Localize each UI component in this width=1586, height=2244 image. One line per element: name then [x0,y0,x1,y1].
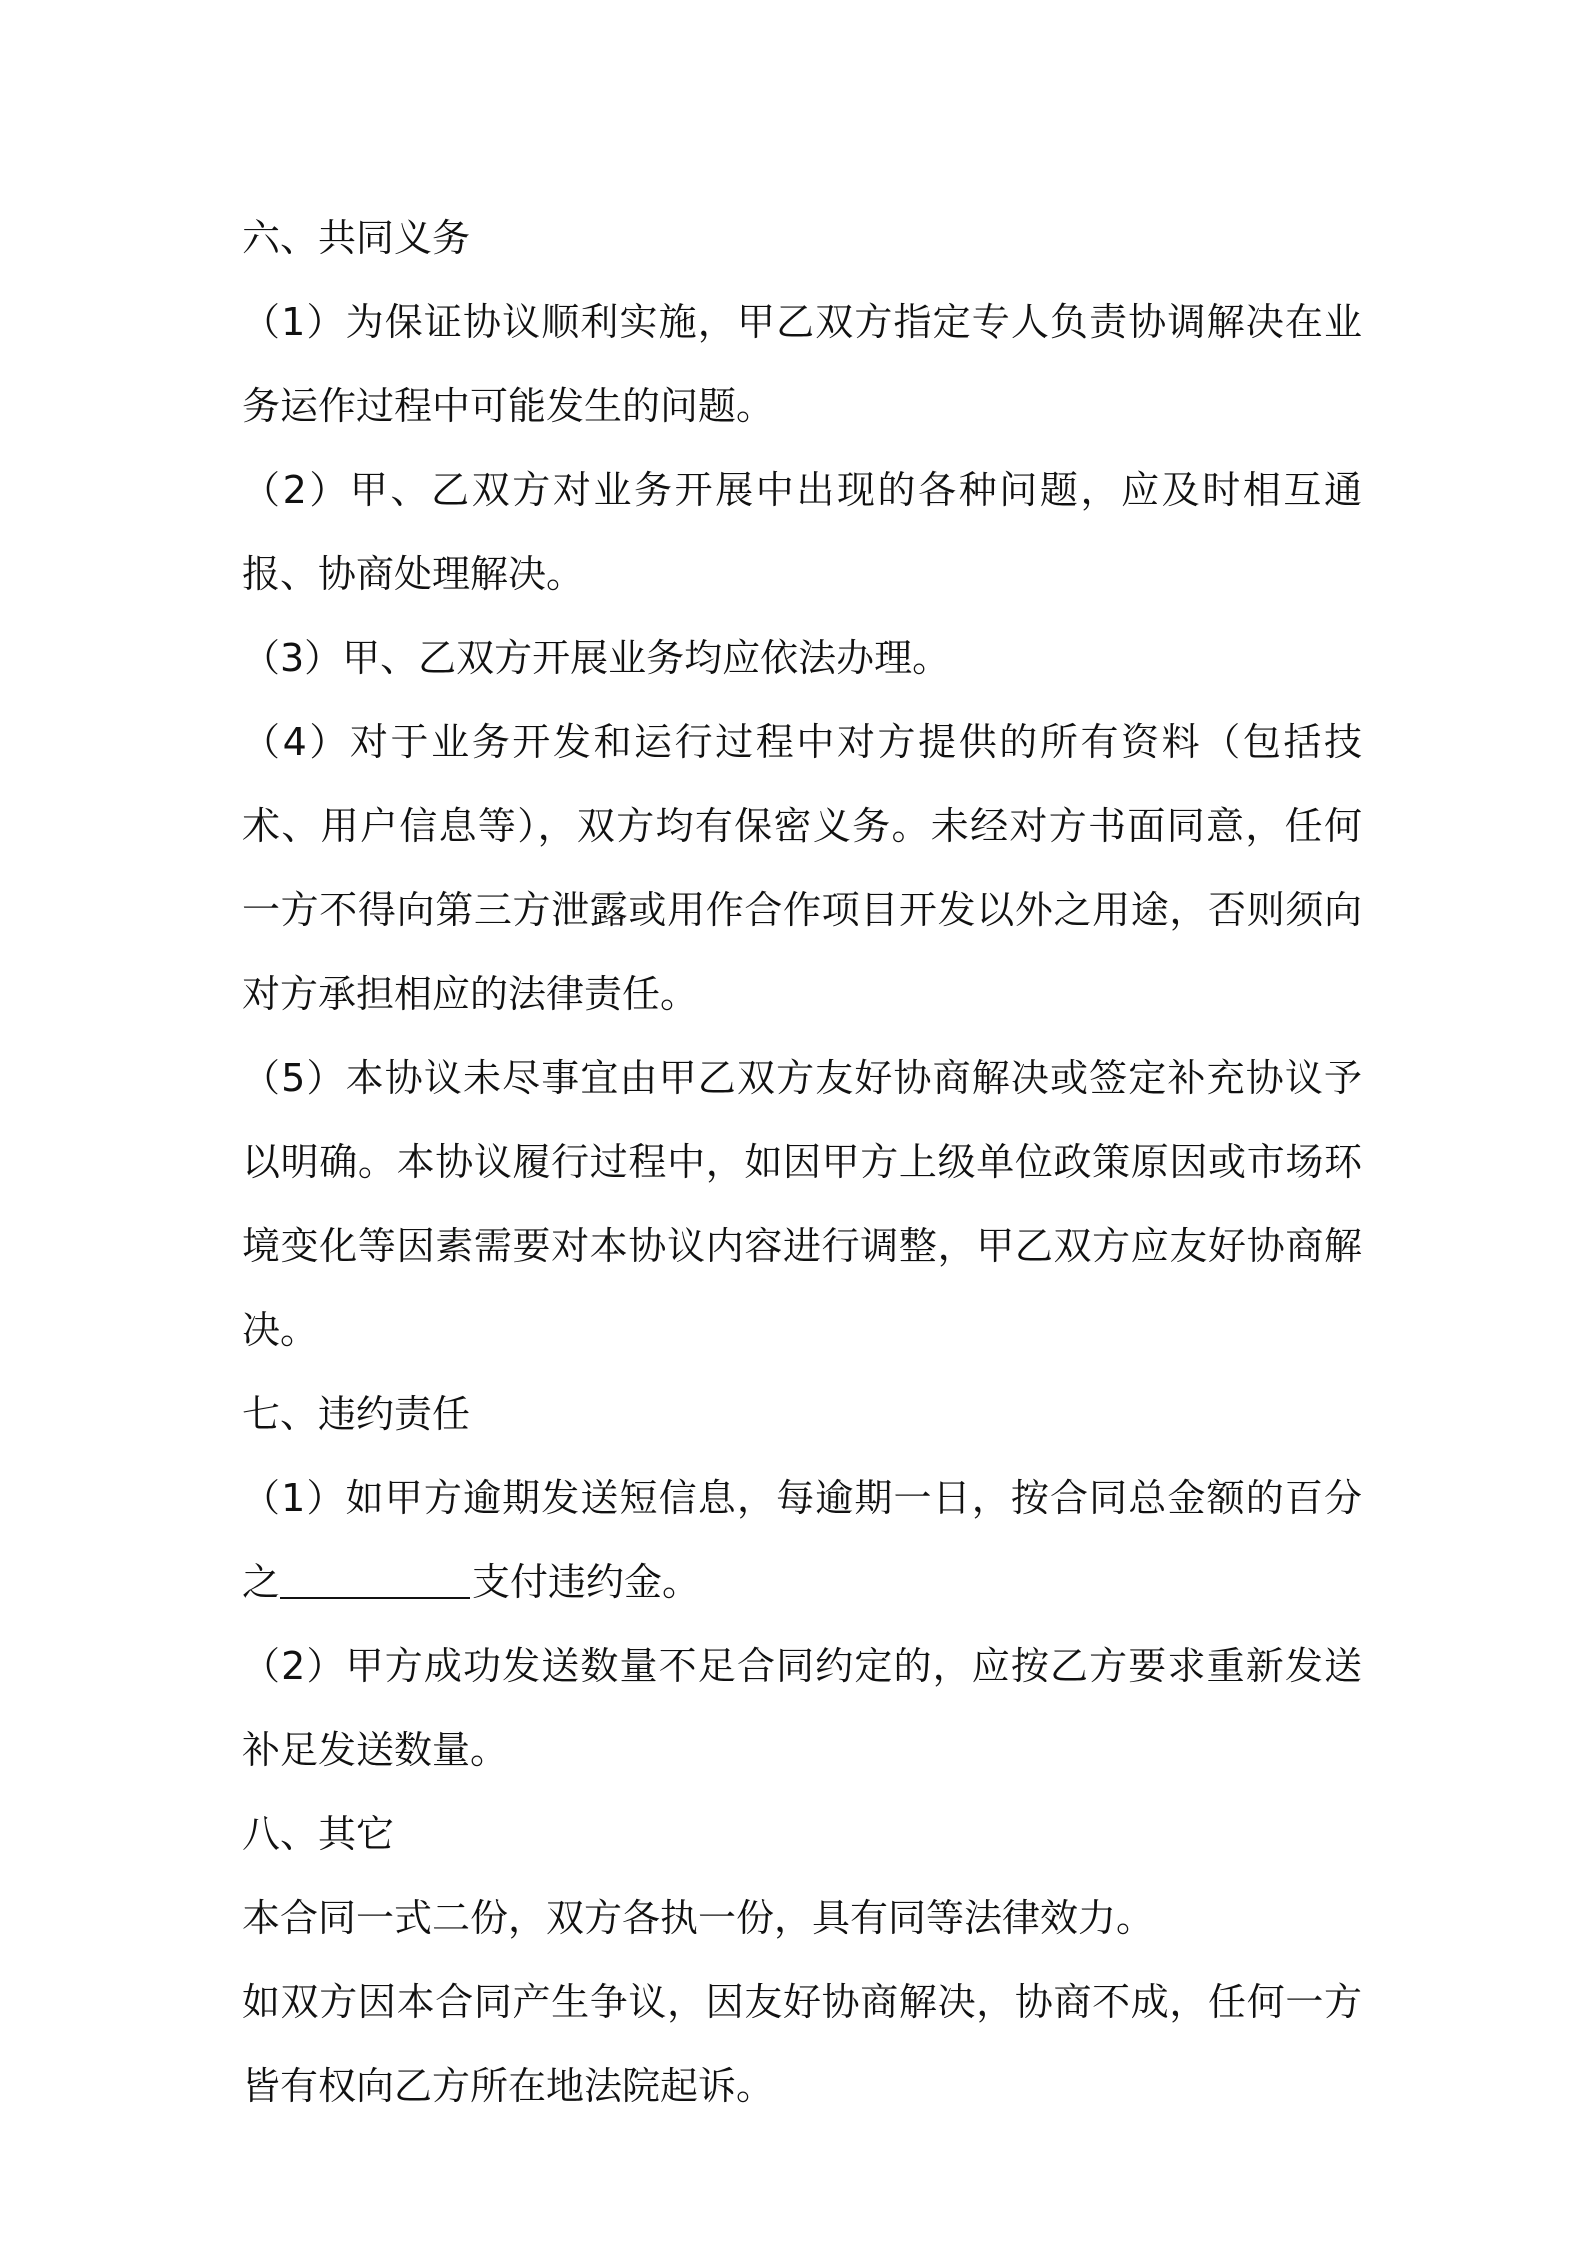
section-6-item-1: （1）为保证协议顺利实施，甲乙双方指定专人负责协调解决在业务运作过程中可能发生的问题。 [242,300,1362,428]
section-7-heading: 七、违约责任 [242,1392,471,1436]
section-7-item-2: （2）甲方成功发送数量不足合同约定的，应按乙方要求重新发送补足发送数量。 [242,1644,1362,1772]
document-body [242,196,1362,2128]
section-6-item-4: （4）对于业务开发和运行过程中对方提供的所有资料（包括技术、用户信息等），双方均有保密义务。未经对方书面同意，任何一方不得向第三方泄露或用作合作项目开发以外之用途，否则须向对方承担相应的法律责任。 [242,720,1362,1016]
section-6-item-5: （5）本协议未尽事宜由甲乙双方友好协商解决或签定补充协议予以明确。本协议履行过程中，如因甲方上级单位政策原因或市场环境变化等因素需要对本协议内容进行调整，甲乙双方应友好协商解决。 [242,1056,1362,1352]
section-6-heading: 六、共同义务 [242,216,471,260]
section-8-para-2: 如双方因本合同产生争议，因友好协商解决，协商不成，任何一方皆有权向乙方所在地法院起诉。 [242,1980,1362,2108]
section-7-item-1-text: （1）如甲方逾期发送短信息，每逾期一日，按合同总金额的百分之 [242,1476,1362,1604]
section-8-heading: 八、其它 [242,1812,395,1856]
section-7-item-1-tail: 支付违约金。 [472,1560,701,1604]
section-7-item-1 [242,1456,1362,1624]
section-6-item-2: （2）甲、乙双方对业务开展中出现的各种问题，应及时相互通报、协商处理解决。 [242,468,1362,596]
fill-in-blank-line [280,1559,470,1599]
section-8-para-1: 本合同一式二份，双方各执一份，具有同等法律效力。 [242,1896,1155,1940]
section-6-item-3: （3）甲、乙双方开展业务均应依法办理。 [242,636,951,680]
